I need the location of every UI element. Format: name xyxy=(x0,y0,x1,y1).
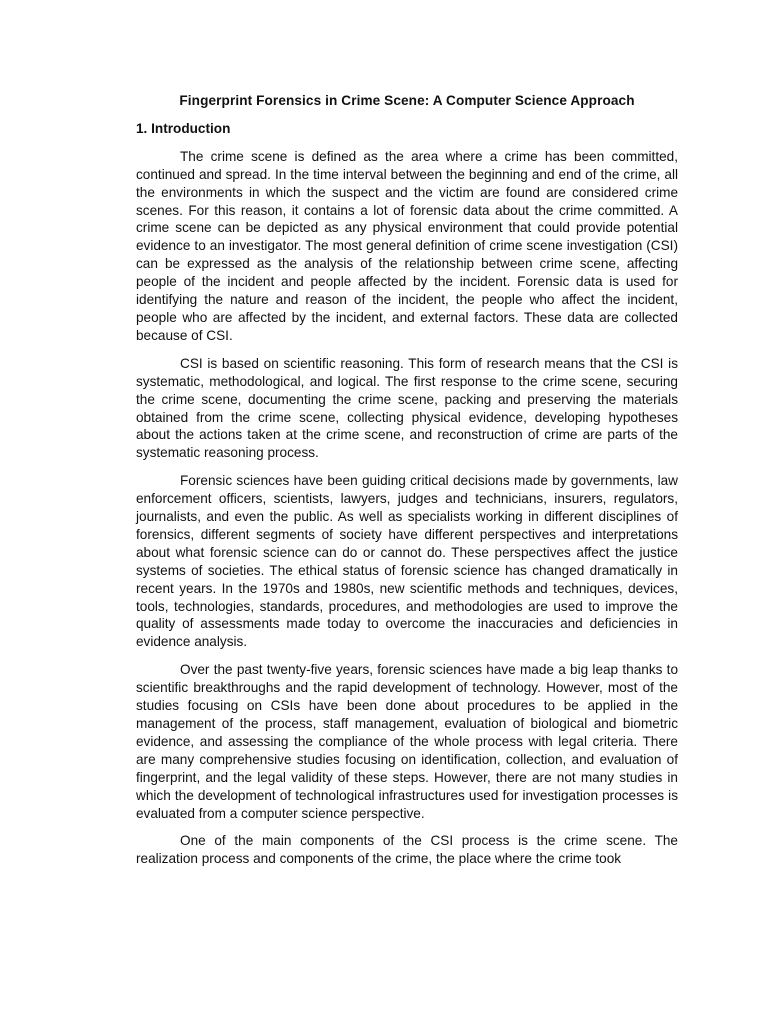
paragraph-2: CSI is based on scientific reasoning. This form of research means that the CSI is systematic, methodological, and logical. The first response to the crime scene, securing the crime scene, documenting the crime scene, packing and preserving the materials obtained from the crime scene, collecting physical evidence, developing hypotheses about the actions taken at the crime scene, and reconstruction of crime are parts of the systematic reasoning process. xyxy=(136,355,678,461)
paragraph-1: The crime scene is defined as the area where a crime has been committed, continued and spread. In the time interval between the beginning and end of the crime, all the environments in which the suspect and the victim are found are considered crime scenes. For this reason, it contains a lot of forensic data about the crime committed. A crime scene can be depicted as any physical environment that could provide potential evidence to an investigator. The most general definition of crime scene investigation (CSI) can be expressed as the analysis of the relationship between crime scene, affecting people of the incident and people affected by the incident. Forensic data is used for identifying the nature and reason of the incident, the people who affect the incident, people who are affected by the incident, and external factors. These data are collected because of CSI. xyxy=(136,148,678,343)
section-heading: 1. Introduction xyxy=(136,120,231,136)
paragraph-3: Forensic sciences have been guiding critical decisions made by governments, law enforcement officers, scientists, lawyers, judges and technicians, insurers, regulators, journalists, and even the public. As well as specialists working in different disciplines of forensics, different segments of society have different perspectives and interpretations about what forensic science can do or cannot do. These perspectives affect the justice systems of societies. The ethical status of forensic science has changed dramatically in recent years. In the 1970s and 1980s, new scientific methods and techniques, devices, tools, technologies, standards, procedures, and methodologies are used to improve the quality of assessments made today to overcome the inaccuracies and deficiencies in evidence analysis. xyxy=(136,473,678,650)
paragraph-5: One of the main components of the CSI process is the crime scene. The realization process and components of the crime, the place where the crime took xyxy=(136,833,678,867)
document-title: Fingerprint Forensics in Crime Scene: A Computer Science Approach xyxy=(179,93,635,108)
document-page xyxy=(136,92,678,878)
paragraph-4: Over the past twenty-five years, forensic sciences have made a big leap thanks to scientific breakthroughs and the rapid development of technology. However, most of the studies focusing on CSIs have been done about procedures to be applied in the management of the process, staff management, evaluation of biological and biometric evidence, and assessing the compliance of the whole process with legal criteria. There are many comprehensive studies focusing on identification, collection, and evaluation of fingerprint, and the legal validity of these steps. However, there are not many studies in which the development of technological infrastructures used for investigation processes is evaluated from a computer science perspective. xyxy=(136,662,678,821)
